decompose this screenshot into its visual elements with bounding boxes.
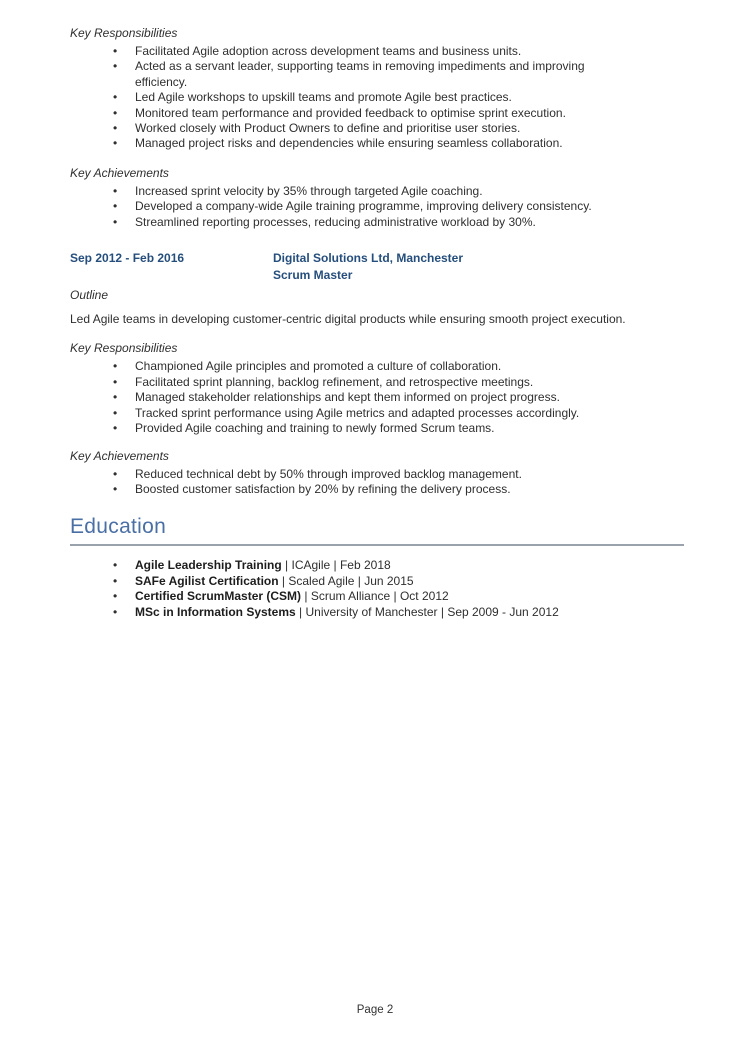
job1-achievements-label: Key Achievements [70,165,169,180]
list-item-text [135,558,391,573]
list-item [113,421,684,436]
bullet-icon: • [113,573,118,588]
list-item [113,106,684,121]
list-item [113,90,684,105]
job2-outline-label: Outline [70,288,109,303]
list-item [113,184,684,199]
list-item [113,375,684,390]
list-item [113,121,684,136]
education-item-details: | Scrum Alliance | Oct 2012 [301,589,449,604]
bullet-icon: • [113,466,118,481]
education-section-title: Education [70,515,684,546]
list-item-text: Monitored team performance and provided feedback to optimise sprint execution. [135,105,566,120]
job1-responsibilities-label: Key Responsibilities [70,26,178,40]
education-list [70,558,684,620]
list-item [113,44,684,59]
bullet-icon: • [113,405,118,420]
job2-role: Scrum Master [273,267,353,282]
list-item [113,136,684,151]
bullet-icon: • [113,90,118,105]
list-item-text: Developed a company-wide Agile training programme, improving delivery consistency. [135,199,592,214]
list-item-text: Championed Agile principles and promoted a culture of collaboration. [135,359,502,374]
list-item-text: Provided Agile coaching and training to newly formed Scrum teams. [135,421,495,436]
list-item-text [135,589,449,604]
job2-dates: Sep 2012 - Feb 2016 [70,251,185,266]
job2-outline-text: Led Agile teams in developing customer-centric digital products while ensuring smooth project execution. [70,312,626,327]
job1-responsibilities-list [70,44,684,152]
job2-achievements-label: Key Achievements [70,448,169,463]
bullet-icon: • [113,359,118,374]
education-item-name: Agile Leadership Training [135,558,282,573]
bullet-icon: • [113,374,118,389]
list-item-text: Reduced technical debt by 50% through improved backlog management. [135,466,522,481]
list-item [113,558,684,573]
education-item-name: MSc in Information Systems [135,604,296,619]
bullet-icon: • [113,558,118,573]
list-item-text: Managed project risks and dependencies while ensuring seamless collaboration. [135,136,563,151]
list-item [113,589,684,604]
bullet-icon: • [113,421,118,436]
list-item-text: Managed stakeholder relationships and kept them informed on project progress. [135,390,560,405]
bullet-icon: • [113,589,118,604]
list-item [113,574,684,589]
list-item-text: Boosted customer satisfaction by 20% by refining the delivery process. [135,481,511,496]
job2-responsibilities-label: Key Responsibilities [70,341,178,356]
bullet-icon: • [113,604,118,619]
list-item-text [135,605,559,620]
list-item [113,390,684,405]
bullet-icon: • [113,390,118,405]
list-item [113,605,684,620]
bullet-icon: • [113,59,118,74]
list-item [113,59,684,90]
job1-achievements-list [70,184,684,230]
list-item-text: Facilitated Agile adoption across development teams and business units. [135,44,522,58]
job2-header [70,250,684,283]
bullet-icon: • [113,121,118,136]
list-item-text: Acted as a servant leader, supporting teams in removing impediments and improving efficiency. [135,59,585,89]
job2-achievements-list [70,467,684,498]
list-item-text: Facilitated sprint planning, backlog refinement, and retrospective meetings. [135,374,534,389]
bullet-icon: • [113,481,118,496]
bullet-icon: • [113,44,118,58]
list-item-text: Increased sprint velocity by 35% through targeted Agile coaching. [135,183,483,198]
list-item [113,359,684,374]
education-item-name: Certified ScrumMaster (CSM) [135,589,302,604]
list-item-text: Streamlined reporting processes, reducing administrative workload by 30%. [135,214,536,229]
list-item-text: Tracked sprint performance using Agile metrics and adapted processes accordingly. [135,405,580,420]
bullet-icon: • [113,183,118,198]
education-item-name: SAFe Agilist Certification [135,573,279,588]
bullet-icon: • [113,199,118,214]
page-number: Page 2 [356,1004,394,1016]
education-item-details: | Scaled Agile | Jun 2015 [278,573,414,588]
list-item [113,482,684,497]
list-item [113,406,684,421]
job2-company-role [273,250,463,283]
list-item-text: Led Agile workshops to upskill teams and promote Agile best practices. [135,90,512,105]
list-item-text [135,574,414,589]
job2-responsibilities-list [70,359,684,436]
list-item [113,199,684,214]
job2-company: Digital Solutions Ltd, Manchester [273,251,464,266]
education-item-details: | University of Manchester | Sep 2009 - Jun 2012 [295,604,559,619]
list-item [113,467,684,482]
bullet-icon: • [113,214,118,229]
list-item [113,215,684,230]
list-item-text: Worked closely with Product Owners to define and prioritise user stories. [135,121,521,136]
bullet-icon: • [113,105,118,120]
education-item-details: | ICAgile | Feb 2018 [281,558,391,573]
bullet-icon: • [113,136,118,151]
